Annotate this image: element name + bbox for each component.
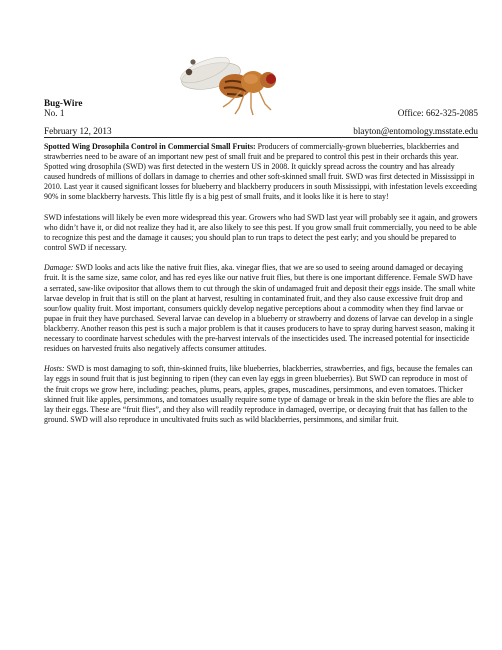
office-phone: Office: 662-325-2085 [397, 108, 478, 118]
hosts-heading: Hosts: [44, 364, 65, 374]
paragraph-hosts-text: SWD is most damaging to soft, thin-skinned fruits, like blueberries, blackberries, strawberries, and figs, because the females can lay eggs in sound fruit that is just beginning to ripen (they can even lay eggs in green blueberries). But SWD can reproduce in most of the fruit crops we grow here, including: peaches, plums, pears, apples, grapes, muscadines, persimmons, and even tomatoes. Thicker skinned fruit like apples, persimmons, and tomatoes usually require some type of damage or break in the skin before the flies are able to lay their eggs. These are “fruit flies”, and they also will readily reproduce in damaged, overripe, or decaying fruit that has fallen to the ground. SWD will also reproduce in uncultivated fruits such as wild blackberries, persimmons, and similar fruit. [44, 364, 474, 424]
paragraph-hosts [44, 364, 478, 425]
paragraph-damage [44, 263, 478, 354]
header-divider [44, 137, 478, 138]
paragraph-damage-text: SWD looks and acts like the native fruit flies, aka. vinegar flies, that we are so used to seeing around damaged or decaying fruit. It is the same size, same color, and has red eyes like our native fruit flies, but there is one important difference. Female SWD have a serrated, saw-like ovipositor that allows them to cut through the skin of undamaged fruit and deposit their eggs inside. The small white larvae develop in fruit that is still on the plant at harvest, resulting in contaminated fruit, and they also cause excessive fruit drop and sour/low quality fruit. Most important, consumers quickly develop negative perceptions about a commodity when they find larvae or pupae in fruit they have purchased. Several larvae can develop in a blueberry or strawberry and dozens of larvae can develop in a single blackberry. Another reason this pest is such a major problem is that it causes producers to have to spray during harvest season, making it necessary to coordinate harvest schedules with the pre-harvest intervals of the insecticides used. The increased potential for insecticide residues on harvested fruits also negatively affects consumer attitudes. [44, 263, 476, 354]
newsletter-title: Bug-Wire [44, 98, 83, 108]
drosophila-fly-icon [175, 46, 285, 118]
paragraph-intro [44, 142, 478, 203]
issue-date: February 12, 2013 [44, 126, 112, 136]
damage-heading: Damage: [44, 263, 74, 273]
paragraph-infestations: SWD infestations will likely be even more widespread this year. Growers who had SWD last year will probably see it again, and growers who didn’t have it, or did not realize they had it, are also likely to see this pest. If you grow small fruit commercially, you need to be able to recognize this pest and the damage it causes; you should plan to run traps to detect the pest early; and you should be prepared to control SWD if necessary. [44, 212, 478, 253]
paragraph-intro-text: Producers of commercially-grown blueberries, blackberries and strawberries need to be aware of an important new pest of small fruit and be prepared to control this pest in their orchards this year. Spotted wing drosophila (SWD) was first detected in the western US in 2008. It quickly spread across the country and has already caused hundreds of millions of dollars in damage to cherries and other soft-skinned small fruit. SWD was first detected in Mississippi in 2010. Last year it caused significant losses for blueberry and blackberry producers in south Mississippi, with infestation levels exceeding 90% in some blackberry harvests. This little fly is a big pest of small fruits, and it looks like it is here to stay! [44, 142, 478, 202]
article-body [44, 142, 478, 435]
contact-email[interactable]: blayton@entomology.msstate.edu [353, 126, 478, 136]
article-title: Spotted Wing Drosophila Control in Commercial Small Fruits: [44, 142, 256, 151]
issue-number: No. 1 [44, 108, 65, 118]
